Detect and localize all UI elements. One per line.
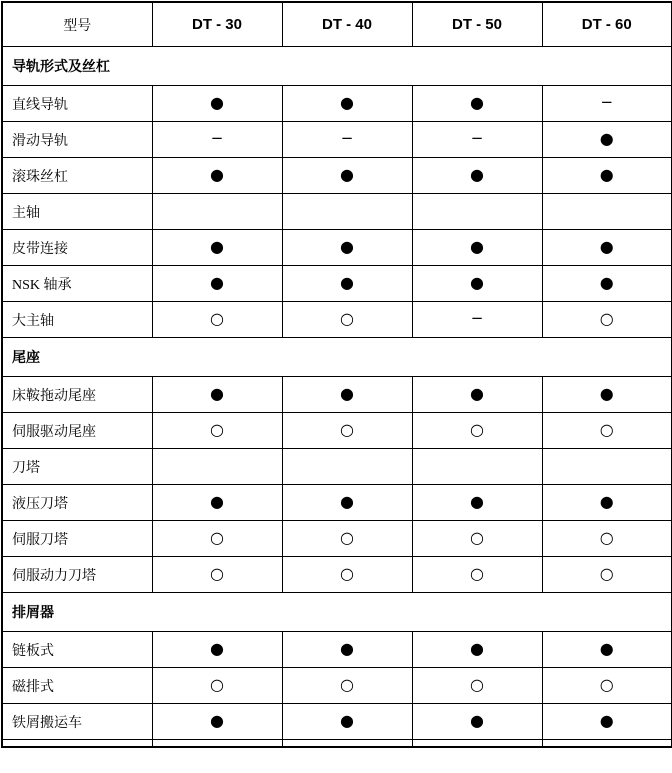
filled-circle-icon: ● (599, 638, 614, 658)
open-circle-icon: ○ (340, 674, 354, 694)
spec-cell (282, 194, 412, 230)
spec-row (2, 230, 672, 266)
spec-cell (542, 194, 672, 230)
row-label: 直线导轨 (2, 86, 152, 122)
spec-row (2, 302, 672, 338)
open-circle-icon: ○ (340, 563, 354, 583)
open-circle-icon: ○ (599, 527, 614, 547)
spec-row (2, 86, 672, 122)
filled-circle-icon: ● (340, 383, 354, 403)
spec-cell (152, 377, 282, 413)
spec-cell (542, 521, 672, 557)
filled-circle-icon: ● (470, 491, 484, 511)
dash-icon: − (210, 128, 224, 147)
row-label: 刀塔 (2, 449, 152, 485)
open-circle-icon: ○ (599, 674, 614, 694)
dash-icon: − (470, 308, 484, 327)
spec-cell (152, 122, 282, 158)
spec-cell (542, 668, 672, 704)
spec-row (2, 266, 672, 302)
empty-cell (2, 740, 152, 748)
spec-row (2, 122, 672, 158)
spec-row (2, 668, 672, 704)
spec-cell (152, 632, 282, 668)
column-header: DT - 50 (412, 2, 542, 47)
row-label: 链板式 (2, 632, 152, 668)
spec-cell (412, 704, 542, 740)
spec-cell (542, 632, 672, 668)
filled-circle-icon: ● (470, 92, 484, 112)
filled-circle-icon: ● (470, 272, 484, 292)
section-title: 导轨形式及丝杠 (2, 47, 672, 86)
spec-row (2, 377, 672, 413)
row-label: 大主轴 (2, 302, 152, 338)
open-circle-icon: ○ (599, 308, 614, 328)
open-circle-icon: ○ (340, 308, 354, 328)
spec-cell (282, 122, 412, 158)
spec-cell (282, 230, 412, 266)
spec-cell (542, 704, 672, 740)
spec-cell (282, 632, 412, 668)
spec-cell (542, 557, 672, 593)
open-circle-icon: ○ (470, 563, 484, 583)
section-header-row (2, 47, 672, 86)
spec-row (2, 632, 672, 668)
spec-cell (412, 266, 542, 302)
spec-cell (542, 377, 672, 413)
open-circle-icon: ○ (599, 563, 614, 583)
empty-cell (542, 740, 672, 748)
row-label: 滚珠丝杠 (2, 158, 152, 194)
row-label: 主轴 (2, 194, 152, 230)
filled-circle-icon: ● (210, 92, 224, 112)
spec-cell (152, 194, 282, 230)
section-header-row (2, 338, 672, 377)
spec-cell (282, 302, 412, 338)
spec-cell (152, 413, 282, 449)
spec-cell (542, 413, 672, 449)
section-header-row (2, 593, 672, 632)
spec-cell (152, 557, 282, 593)
spec-cell (412, 230, 542, 266)
table-body (2, 47, 672, 748)
spec-cell (542, 230, 672, 266)
spec-cell (282, 413, 412, 449)
column-header: DT - 40 (282, 2, 412, 47)
filled-circle-icon: ● (340, 710, 354, 730)
open-circle-icon: ○ (470, 674, 484, 694)
spec-cell (412, 86, 542, 122)
open-circle-icon: ○ (210, 563, 224, 583)
spec-cell (282, 377, 412, 413)
filled-circle-icon: ● (210, 638, 224, 658)
row-label: 伺服动力刀塔 (2, 557, 152, 593)
spec-cell (282, 668, 412, 704)
spec-cell (412, 194, 542, 230)
row-label: 伺服刀塔 (2, 521, 152, 557)
spec-row (2, 158, 672, 194)
filled-circle-icon: ● (599, 710, 614, 730)
open-circle-icon: ○ (340, 419, 354, 439)
spec-row (2, 194, 672, 230)
spec-cell (412, 302, 542, 338)
clipped-empty-row (2, 740, 672, 748)
spec-cell (542, 86, 672, 122)
filled-circle-icon: ● (340, 92, 354, 112)
spec-cell (152, 449, 282, 485)
open-circle-icon: ○ (470, 527, 484, 547)
filled-circle-icon: ● (210, 272, 224, 292)
column-header: DT - 30 (152, 2, 282, 47)
empty-cell (412, 740, 542, 748)
filled-circle-icon: ● (340, 491, 354, 511)
filled-circle-icon: ● (470, 383, 484, 403)
dash-icon: − (600, 92, 614, 111)
spec-cell (412, 632, 542, 668)
open-circle-icon: ○ (210, 419, 224, 439)
row-label: NSK 轴承 (2, 266, 152, 302)
spec-cell (152, 86, 282, 122)
spec-cell (282, 485, 412, 521)
row-label: 磁排式 (2, 668, 152, 704)
spec-cell (412, 557, 542, 593)
filled-circle-icon: ● (599, 236, 614, 256)
spec-cell (412, 413, 542, 449)
spec-cell (542, 266, 672, 302)
dash-icon: − (340, 128, 354, 147)
spec-cell (412, 668, 542, 704)
spec-cell (542, 302, 672, 338)
spec-cell (152, 158, 282, 194)
spec-cell (412, 122, 542, 158)
spec-row (2, 485, 672, 521)
spec-cell (282, 557, 412, 593)
filled-circle-icon: ● (470, 236, 484, 256)
open-circle-icon: ○ (340, 527, 354, 547)
filled-circle-icon: ● (470, 638, 484, 658)
spec-row (2, 413, 672, 449)
filled-circle-icon: ● (340, 638, 354, 658)
open-circle-icon: ○ (210, 527, 224, 547)
filled-circle-icon: ● (210, 236, 224, 256)
filled-circle-icon: ● (340, 272, 354, 292)
spec-cell (152, 668, 282, 704)
spec-cell (152, 230, 282, 266)
filled-circle-icon: ● (210, 383, 224, 403)
spec-row (2, 557, 672, 593)
spec-cell (152, 302, 282, 338)
spec-cell (412, 521, 542, 557)
filled-circle-icon: ● (599, 272, 614, 292)
spec-cell (282, 266, 412, 302)
spec-cell (152, 704, 282, 740)
column-header: DT - 60 (542, 2, 672, 47)
model-spec-table (1, 1, 672, 748)
section-title: 排屑器 (2, 593, 672, 632)
open-circle-icon: ○ (470, 419, 484, 439)
spec-cell (412, 449, 542, 485)
spec-cell (282, 521, 412, 557)
filled-circle-icon: ● (599, 128, 614, 148)
spec-cell (152, 485, 282, 521)
filled-circle-icon: ● (340, 236, 354, 256)
spec-row (2, 449, 672, 485)
filled-circle-icon: ● (210, 491, 224, 511)
open-circle-icon: ○ (210, 674, 224, 694)
spec-cell (542, 122, 672, 158)
spec-cell (152, 266, 282, 302)
table-header (2, 2, 672, 47)
spec-row (2, 704, 672, 740)
spec-cell (542, 449, 672, 485)
spec-cell (282, 449, 412, 485)
filled-circle-icon: ● (340, 164, 354, 184)
filled-circle-icon: ● (210, 164, 224, 184)
empty-cell (282, 740, 412, 748)
row-label: 皮带连接 (2, 230, 152, 266)
spec-cell (412, 485, 542, 521)
filled-circle-icon: ● (470, 710, 484, 730)
model-column-header: 型号 (2, 2, 152, 47)
open-circle-icon: ○ (599, 419, 614, 439)
row-label: 滑动导轨 (2, 122, 152, 158)
row-label: 铁屑搬运车 (2, 704, 152, 740)
filled-circle-icon: ● (599, 383, 614, 403)
row-label: 液压刀塔 (2, 485, 152, 521)
section-title: 尾座 (2, 338, 672, 377)
spec-cell (152, 521, 282, 557)
filled-circle-icon: ● (210, 710, 224, 730)
spec-cell (542, 158, 672, 194)
row-label: 伺服驱动尾座 (2, 413, 152, 449)
dash-icon: − (470, 128, 484, 147)
row-label: 床鞍拖动尾座 (2, 377, 152, 413)
spec-cell (282, 158, 412, 194)
open-circle-icon: ○ (210, 308, 224, 328)
spec-cell (542, 485, 672, 521)
spec-cell (282, 86, 412, 122)
header-row (2, 2, 672, 47)
spec-row (2, 521, 672, 557)
filled-circle-icon: ● (470, 164, 484, 184)
spec-cell (282, 704, 412, 740)
filled-circle-icon: ● (599, 491, 614, 511)
spec-cell (412, 377, 542, 413)
spec-cell (412, 158, 542, 194)
empty-cell (152, 740, 282, 748)
filled-circle-icon: ● (599, 164, 614, 184)
